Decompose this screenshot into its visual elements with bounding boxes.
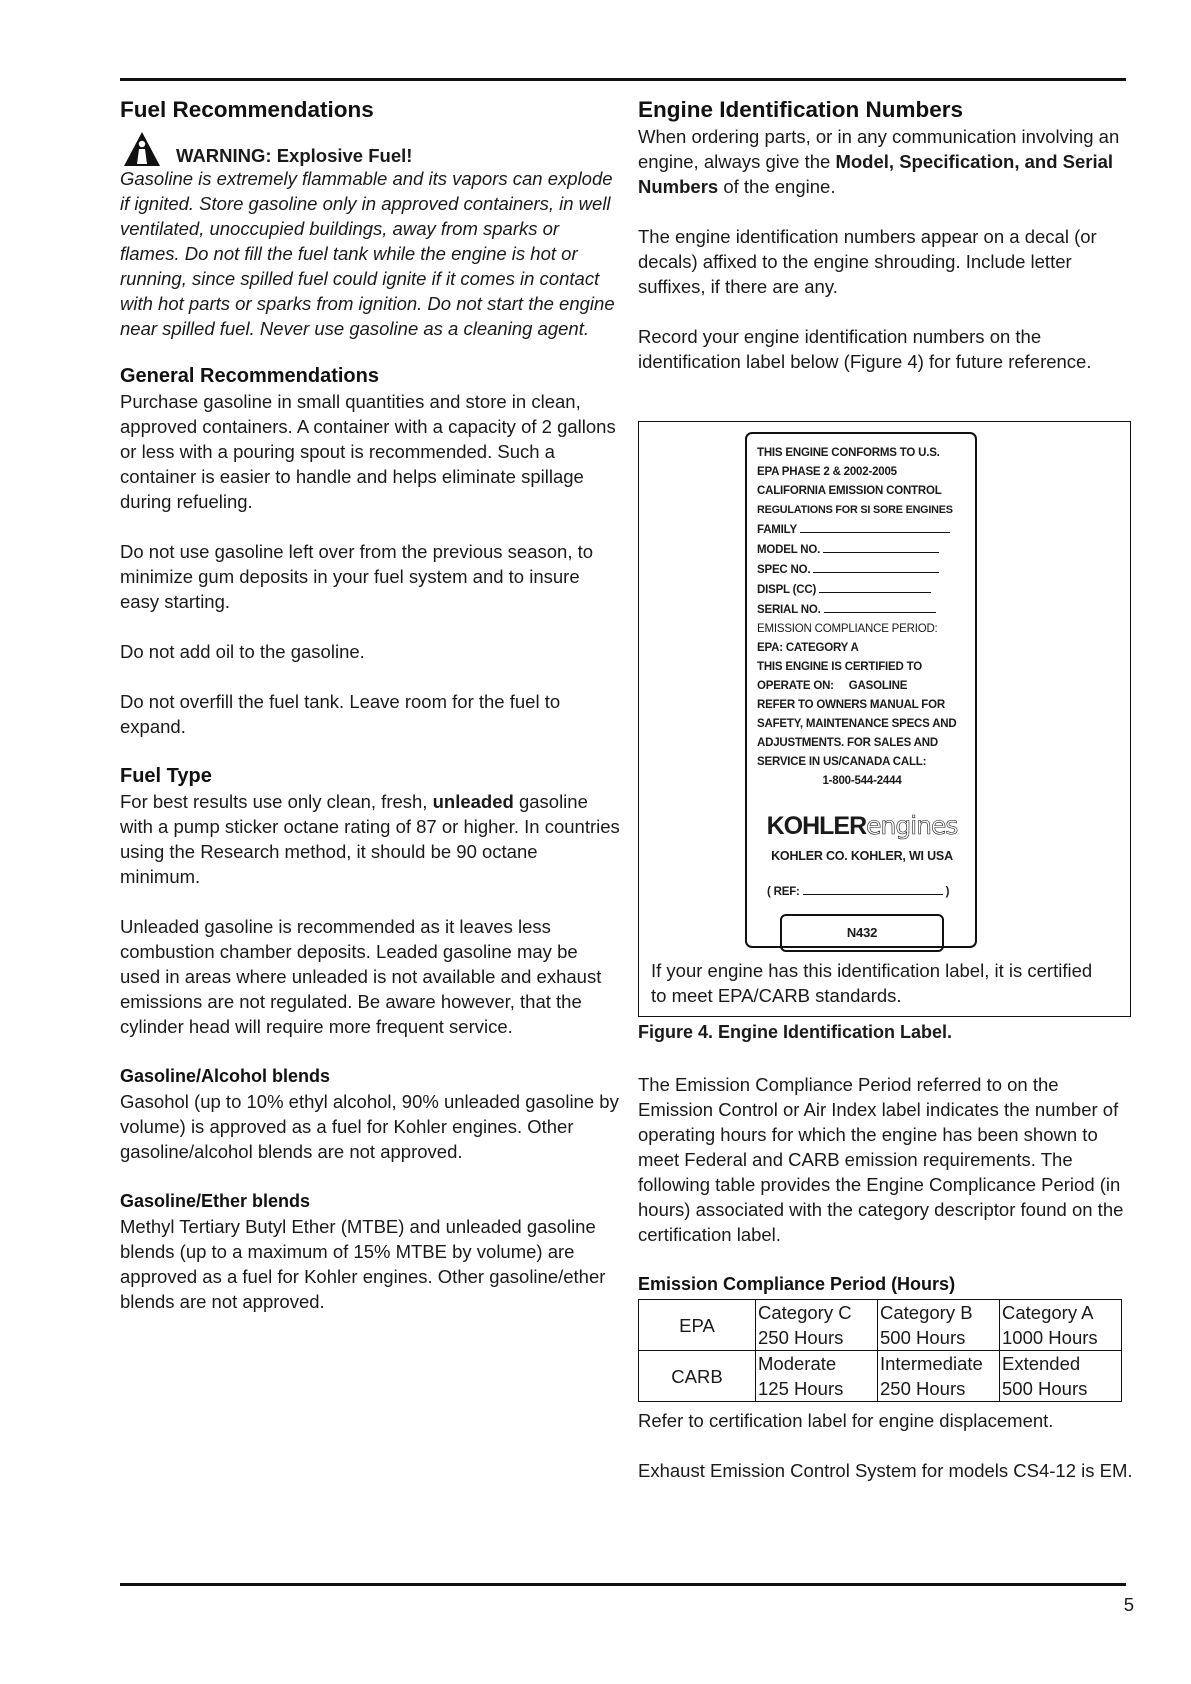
alcohol-blends-heading: Gasoline/Alcohol blends: [120, 1066, 331, 1086]
eid-paragraph-3: Record your engine identification numbers on the identification label below (Figure 4) for future reference.: [638, 326, 1092, 372]
decal-line-4: REGULATIONS FOR SI SORE ENGINES: [757, 504, 953, 516]
table-row-head: CARB: [639, 1351, 756, 1402]
ecp-paragraph: The Emission Compliance Period referred to on the Emission Control or Air Index label indicates the number of operating hours for which the engine has been shown to meet Federal and CARB emission requirements. The following table provides the Engine Complicance Period (in hours) associated with the category descriptor found on the certification label.: [638, 1074, 1124, 1245]
emission-decal: [745, 432, 977, 948]
ether-blends-text: Methyl Tertiary Butyl Ether (MTBE) and unleaded gasoline blends (up to a maximum of 15% MTBE by volume) are approved as a fuel for Kohler engines. Other gasoline/ether blends are not approved.: [120, 1216, 606, 1312]
decal-phone: 1-800-544-2444: [822, 775, 902, 787]
decal-serial: SERIAL NO.: [757, 600, 967, 620]
general-paragraph-1: Purchase gasoline in small quantities and store in clean, approved containers. A container with a capacity of 2 gallons or less with a pouring spout is recommended. Such a container is easier to handle and helps eliminate spillage during refueling.: [120, 391, 616, 512]
table-cell: Extended 500 Hours: [1000, 1351, 1122, 1402]
right-column: [638, 96, 1128, 399]
decal-ecp: EMISSION COMPLIANCE PERIOD:: [757, 623, 938, 635]
decal-spec: SPEC NO.: [757, 560, 967, 580]
warning-header: [120, 130, 620, 168]
displacement-note: Refer to certification label for engine displacement.: [638, 1410, 1054, 1431]
table-cell: Moderate 125 Hours: [756, 1351, 878, 1402]
general-paragraph-3: Do not add oil to the gasoline.: [120, 641, 365, 662]
decal-ref: ( REF: ): [757, 882, 967, 902]
left-column: [120, 96, 620, 1314]
eid-paragraph-1: When ordering parts, or in any communication involving an engine, always give the Model, Specification, and Serial Numbers of the engine.: [638, 126, 1120, 197]
decal-operate: OPERATE ON: GASOLINE: [757, 680, 908, 692]
decal-line-2: EPA PHASE 2 & 2002-2005: [757, 466, 897, 478]
decal-refer-1: REFER TO OWNERS MANUAL FOR: [757, 699, 945, 711]
fuel-type-paragraph-1: For best results use only clean, fresh, unleaded gasoline with a pump sticker octane rating of 87 or higher. In countries using the Research method, it should be 90 octane minimum.: [120, 791, 620, 887]
ecp-table: [638, 1299, 1122, 1402]
label-caption: If your engine has this identification label, it is certified to meet EPA/CARB standards.: [651, 960, 1093, 1006]
ecp-table-title: Emission Compliance Period (Hours): [638, 1274, 956, 1294]
bottom-rule: [120, 1583, 1126, 1586]
table-row: [639, 1300, 1122, 1351]
identification-label-figure: [638, 421, 1131, 1017]
warning-person-icon: [120, 130, 164, 168]
right-lower-section: [638, 1072, 1133, 1483]
decal-refer-3: ADJUSTMENTS. FOR SALES AND: [757, 737, 938, 749]
table-row-head: EPA: [639, 1300, 756, 1351]
decal-code-box: N432: [780, 914, 944, 952]
decal-refer-4: SERVICE IN US/CANADA CALL:: [757, 756, 927, 768]
alcohol-blends-text: Gasohol (up to 10% ethyl alcohol, 90% unleaded gasoline by volume) is approved as a fuel for Kohler engines. Other gasoline/alcohol blends are not approved.: [120, 1091, 619, 1162]
decal-certified: THIS ENGINE IS CERTIFIED TO: [757, 661, 922, 673]
decal-epa-category: EPA: CATEGORY A: [757, 642, 859, 654]
table-cell: Category A 1000 Hours: [1000, 1300, 1122, 1351]
engine-identification-heading: Engine Identification Numbers: [638, 97, 964, 122]
figure-caption: Figure 4. Engine Identification Label.: [638, 1022, 953, 1042]
general-paragraph-2: Do not use gasoline left over from the previous season, to minimize gum deposits in your fuel system and to insure easy starting.: [120, 541, 594, 612]
fuel-recommendations-heading: Fuel Recommendations: [120, 97, 374, 122]
general-paragraph-4: Do not overfill the fuel tank. Leave room for the fuel to expand.: [120, 691, 561, 737]
ether-blends-heading: Gasoline/Ether blends: [120, 1191, 311, 1211]
page-number: 5: [1123, 1594, 1134, 1615]
fuel-type-heading: Fuel Type: [120, 765, 212, 787]
decal-model: MODEL NO.: [757, 540, 967, 560]
warning-title: WARNING: Explosive Fuel!: [176, 145, 413, 166]
kohler-engines-logo: KOHLERengines: [766, 811, 958, 840]
warning-text: Gasoline is extremely flammable and its vapors can explode if ignited. Store gasoline only in approved containers, in well ventilated, unoccupied buildings, away from sparks or flames. Do not fill the fuel tank while the engine is hot or running, since spilled fuel could ignite if it comes in contact with hot parts or sparks from ignition. Do not start the engine near spilled fuel. Never use gasoline as a cleaning agent.: [120, 168, 615, 339]
fuel-type-paragraph-2: Unleaded gasoline is recommended as it leaves less combustion chamber deposits. Leaded gasoline may be used in areas where unleaded is not available and exhaust emissions are not regulated. Be aware however, that the cylinder head will require more frequent service.: [120, 916, 602, 1037]
table-cell: Intermediate 250 Hours: [878, 1351, 1000, 1402]
table-cell: Category C 250 Hours: [756, 1300, 878, 1351]
decal-family: FAMILY: [757, 520, 967, 540]
table-cell: Category B 500 Hours: [878, 1300, 1000, 1351]
eid-paragraph-2: The engine identification numbers appear on a decal (or decals) affixed to the engine shrouding. Include letter suffixes, if there are any.: [638, 226, 1097, 297]
decal-company: KOHLER CO. KOHLER, WI USA: [771, 849, 953, 863]
decal-line-3: CALIFORNIA EMISSION CONTROL: [757, 485, 942, 497]
decal-displ: DISPL (CC): [757, 580, 967, 600]
top-rule: [120, 78, 1126, 81]
decal-refer-2: SAFETY, MAINTENANCE SPECS AND: [757, 718, 957, 730]
decal-line-1: THIS ENGINE CONFORMS TO U.S.: [757, 447, 940, 459]
table-row: [639, 1351, 1122, 1402]
exhaust-note: Exhaust Emission Control System for models CS4-12 is EM.: [638, 1460, 1133, 1481]
general-recommendations-heading: General Recommendations: [120, 365, 379, 387]
